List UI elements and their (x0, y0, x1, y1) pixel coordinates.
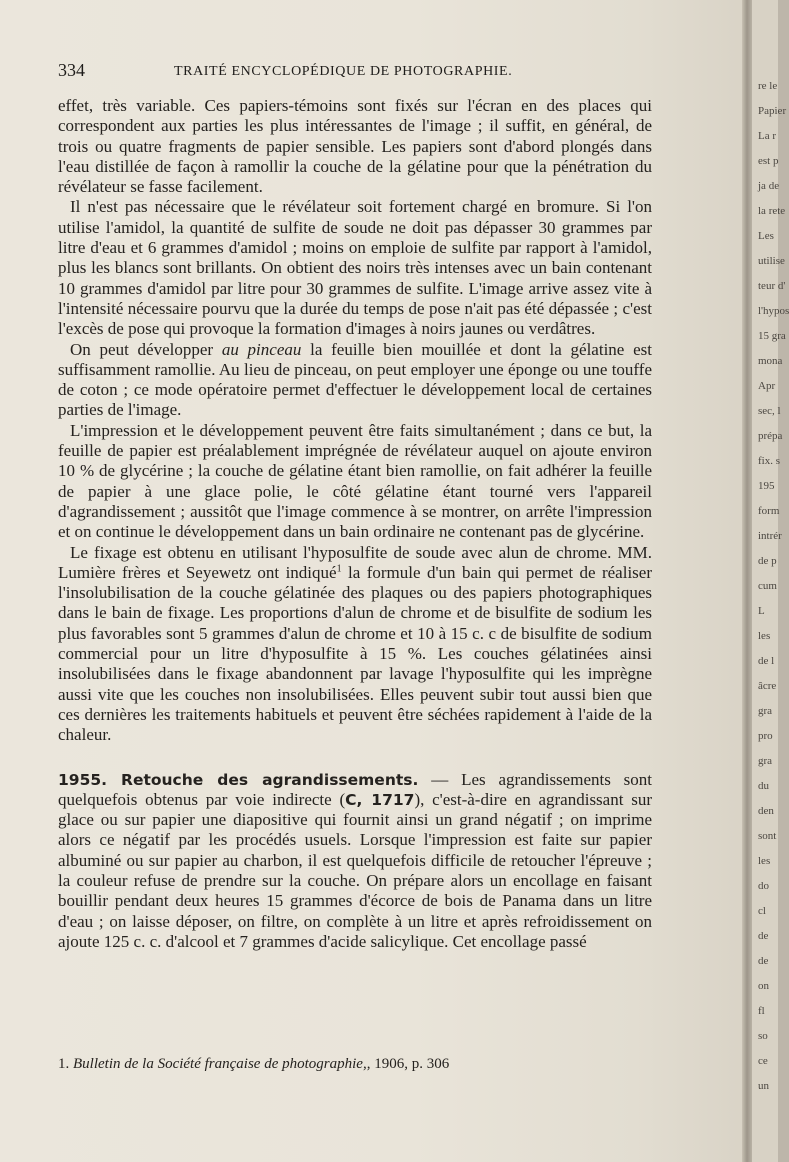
paragraph-4: L'impression et le développement peuvent être faits simultanément ; dans ce but, la feuille de papier est préalablement imprégnée de révélateur auquel on ajoute environ 10 % de glycérine ; la couche de gélatine étant bien ramollie, on fait adhérer la feuille de papier à une glace polie, le côté gélatine étant tourné vers l'appareil d'agrandissement ; aussitôt que l'image commence à se montrer, on arrête l'impression et on continue le développement dans un bain ordinaire ne contenant pas de glycérine. (58, 420, 652, 542)
next-page-fragment: do (758, 880, 769, 892)
next-page-fragment: so (758, 1030, 768, 1042)
cross-reference: C, 1717 (345, 790, 415, 809)
next-page-fragment: teur d' (758, 280, 786, 292)
next-page-fragment: ja de (758, 180, 780, 192)
paragraph-3-end: la feuille bien mouillée et dont la gélatine est suffisamment ramollie. Au lieu de pinceau, on peut employer une éponge ou une touffe de coton ; ce mode opératoire permet d'effectuer le développement local de certaines parties de l'image. (58, 339, 652, 420)
paragraph-5-end: la formule d'un bain qui permet de réaliser l'insolubilisation de la couche gélatinée des plaques ou des papiers photographiques dans le bain de fixage. Les proportions d'alun de chrome et de bisulfite de sodium les plus favorables sont 5 grammes d'alun de chrome et 10 à 15 c. c de bisulfite de sodium commercial pour un litre d'hyposulfite à 15 %. Les couches gélatinées ainsi insolubilisées dans le fixage abandonnent par lavage l'hyposulfite qui les imprègne aussi vite que les couches non insolubilisées. Elles peuvent subir tout aussi bien que ces dernières les traitements habituels et peuvent être séchées rapidement à l'aide de la chaleur. (58, 562, 652, 745)
paragraph-2: Il n'est pas nécessaire que le révélateur soit fortement chargé en bromure. Si l'on utilise l'amidol, la quantité de sulfite de soude ne doit pas dépasser 30 grammes par litre d'eau et 6 grammes d'amidol ; moins on emploie de sulfite par rapport à l'amidol, plus les blancs sont brillants. On obtient des noirs très intenses avec un bain contenant 10 grammes d'amidol par litre pour 30 grammes de sulfite. L'image arrive assez vite à l'intensité nécessaire pourvu que la durée du temps de pose n'ait pas été dépassée ; c'est l'excès de pose qui provoque la formation d'images à noirs jaunes ou verdâtres. (58, 197, 652, 339)
next-page-fragment: mona (758, 355, 783, 367)
footnote-number: 1. (58, 1056, 73, 1072)
next-page-fragment: gra (758, 755, 773, 767)
next-page-fragment: 15 gra (758, 330, 786, 342)
footnote-source: Bulletin de la Société française de photographie (73, 1056, 363, 1072)
paragraph-3-start: On peut développer (70, 339, 222, 359)
next-page-fragment: prépa (758, 430, 783, 442)
next-page-fragment: de (758, 955, 769, 967)
next-page-fragment: cl (758, 905, 766, 917)
next-page-fragment: de l (758, 655, 775, 667)
page-header (58, 60, 652, 84)
next-page-fragment: cum (758, 580, 777, 592)
paragraph-1: effet, très variable. Ces papiers-témoins sont fixés sur l'écran en des places qui correspondent aux parties les plus intéressantes de l'image ; il suffit, en général, de trois ou quatre fragments de papier sensible. Les papiers sont d'abord plongés dans l'eau distillée de façon à ramollir la couche de la gélatine pour que la pénétration du révélateur se fasse facilement. (58, 96, 652, 197)
section-1955 (58, 770, 652, 953)
body-text (58, 96, 652, 952)
next-page-fragment: 195 (758, 480, 775, 492)
paragraph-3 (58, 340, 652, 421)
running-title: TRAITÉ ENCYCLOPÉDIQUE DE PHOTOGRAPHIE. (174, 64, 513, 79)
next-page-fragment: gra (758, 705, 773, 717)
next-page-fragment: pro (758, 730, 773, 742)
next-page-fragment: re le (758, 80, 778, 92)
next-page-fragment: den (758, 805, 774, 817)
page-number: 334 (58, 60, 85, 80)
next-page-fragment: Les (758, 230, 774, 242)
next-page-fragment: L (758, 605, 765, 617)
next-page-fragment: du (758, 780, 769, 792)
next-page-fragment: de (758, 930, 769, 942)
footnote (58, 1056, 652, 1073)
section-text-end: ), c'est-à-dire en agrandissant sur glace ou sur papier une diapositive qui fournit ainsi un grand négatif ; on imprime alors ce négatif par les procédés usuels. Lorsque l'impression est faite sur papier albuminé ou sur papier au charbon, il est quelquefois difficile de retoucher l'épreuve ; la couleur refuse de prendre sur la couche. On prépare alors un encollage en faisant bouillir pendant deux heures 15 grammes d'écorce de bois de Panama dans un litre d'eau ; on laisse déposer, on filtre, on complète à un litre et après refroidissement on ajoute 125 c. c. d'alcool et 7 grammes d'acide salicylique. Cet encollage passé (58, 789, 652, 951)
next-page-fragment: on (758, 980, 769, 992)
next-page-fragment: fix. s (758, 455, 780, 467)
next-page-fragment: la rete (758, 205, 786, 217)
next-page-fragment: les (758, 630, 771, 642)
next-page-fragment: fl (758, 1005, 765, 1017)
section-dash: — (418, 769, 462, 789)
next-page-fragment: de p (758, 555, 777, 567)
paragraph-3-italic: au pinceau (221, 339, 302, 359)
next-page-fragment: un (758, 1080, 769, 1092)
paragraph-5 (58, 543, 652, 746)
next-page-fragment: les (758, 855, 771, 867)
section-text-start: Les agrandissements sont quelquefois obtenus par voie indirecte ( (58, 769, 653, 809)
next-page-fragment: est p (758, 155, 779, 167)
next-page-fragment: form (758, 505, 780, 517)
next-page-fragment: sont (758, 830, 777, 842)
next-page-fragment: l'hypos (758, 305, 789, 317)
next-page-fragment: utilise (758, 255, 785, 267)
next-page-fragment: Papier (758, 105, 787, 117)
next-page-edge (752, 0, 789, 1162)
next-page-fragment: La r (758, 130, 777, 142)
book-gutter (742, 0, 752, 1162)
next-page-fragment: ce (758, 1055, 768, 1067)
next-page-fragment: sec, l (758, 405, 781, 417)
footnote-marker: 1 (336, 563, 342, 575)
footnote-citation: ,, 1906, p. 306 (362, 1056, 450, 1072)
next-page-fragment: Apr (758, 380, 776, 392)
next-page-fragment: âcre (758, 680, 777, 692)
paragraph-5-start: Le fixage est obtenu en utilisant l'hyposulfite de soude avec alun de chrome. MM. Lumière frères et Seyewetz ont indiqué (58, 542, 652, 582)
section-heading: 1955. Retouche des agrandissements. (58, 770, 419, 789)
next-page-fragment: intrér (758, 530, 782, 542)
